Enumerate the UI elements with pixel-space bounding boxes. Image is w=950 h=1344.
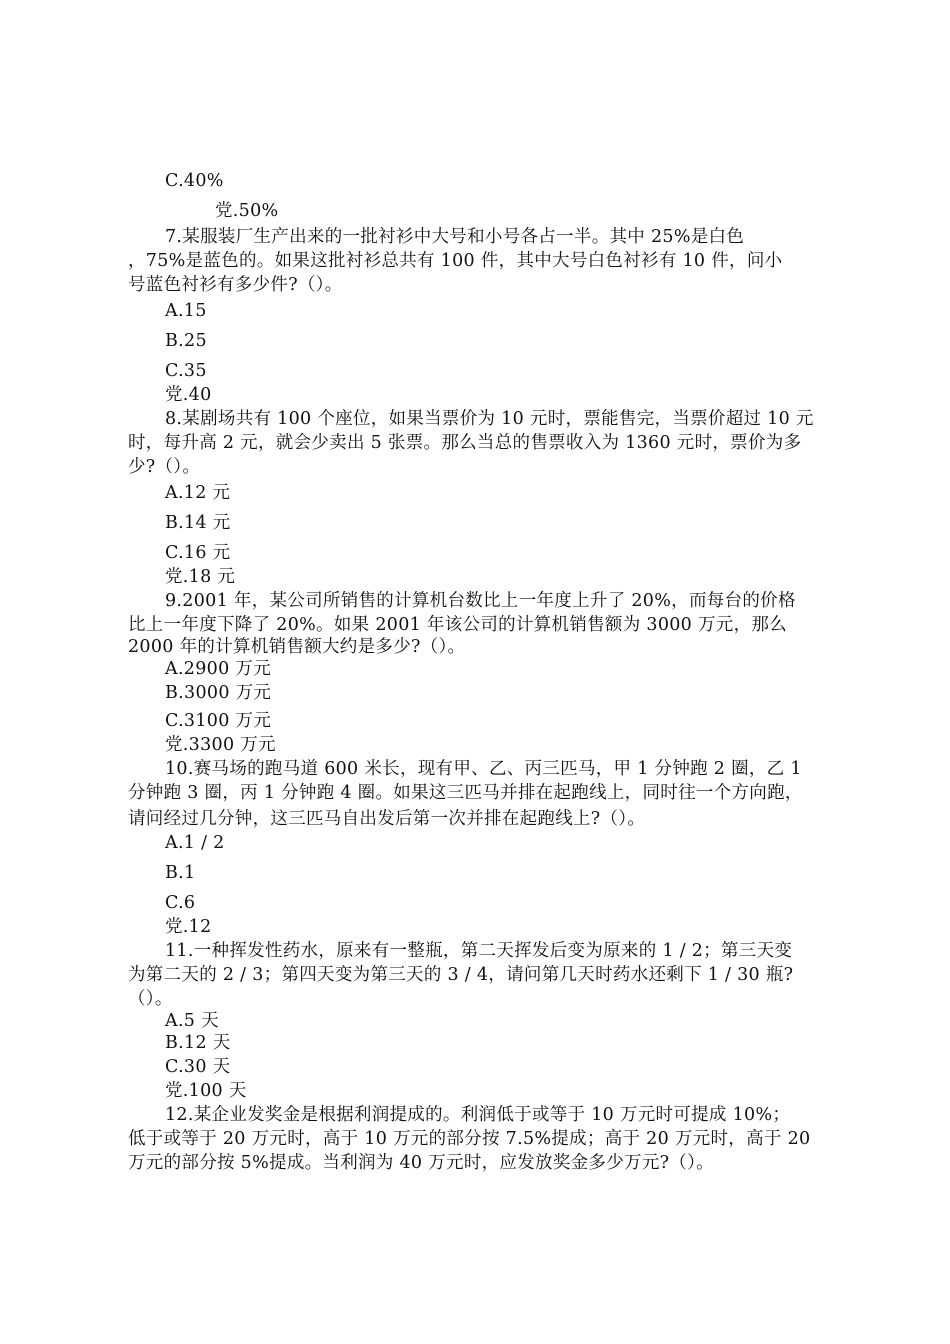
question-8-line-3: 少?（）。 bbox=[128, 457, 201, 477]
question-7-line-2: ，75%是蓝色的。如果这批衬衫总共有 100 件，其中大号白色衬衫有 10 件，问小 bbox=[128, 251, 783, 271]
question-7-line-3: 号蓝色衬衫有多少件?（）。 bbox=[128, 275, 343, 295]
question-11-line-1: 11.一种挥发性药水，原来有一整瓶，第二天挥发后变为原来的 1 / 2；第三天变 bbox=[165, 941, 793, 961]
option-b: B.1 bbox=[165, 863, 196, 883]
question-10-line-1: 10.赛马场的跑马道 600 米长，现有甲、乙、丙三匹马，甲 1 分钟跑 2 圈，乙 1 bbox=[165, 759, 802, 779]
option-d: 党.100 天 bbox=[165, 1081, 247, 1101]
question-10-line-3: 请问经过几分钟，这三匹马自出发后第一次并排在起跑线上?（）。 bbox=[128, 809, 646, 829]
option-d: 党.3300 万元 bbox=[165, 735, 276, 755]
option-a: A.1 / 2 bbox=[165, 833, 225, 853]
question-11-line-3: （）。 bbox=[128, 989, 173, 1009]
option-b: B.14 元 bbox=[165, 513, 231, 533]
question-9-line-2: 比上一年度下降了 20%。如果 2001 年该公司的计算机销售额为 3000 万元，那么 bbox=[128, 615, 787, 635]
option-d: 党.40 bbox=[165, 385, 212, 405]
option-a: A.15 bbox=[165, 301, 207, 321]
question-9-line-1: 9.2001 年，某公司所销售的计算机台数比上一年度上升了 20%，而每台的价格 bbox=[165, 591, 796, 611]
question-12-line-1: 12.某企业发奖金是根据利润提成的。利润低于或等于 10 万元时可提成 10%； bbox=[165, 1105, 791, 1125]
question-9-line-3: 2000 年的计算机销售额大约是多少?（）。 bbox=[128, 637, 466, 657]
option-c: C.35 bbox=[165, 361, 207, 381]
question-11-line-2: 为第二天的 2 / 3；第四天变为第三天的 3 / 4，请问第几天时药水还剩下 1 / 30 瓶? bbox=[128, 965, 794, 985]
question-10-line-2: 分钟跑 3 圈，丙 1 分钟跑 4 圈。如果这三匹马并排在起跑线上，同时往一个方向跑， bbox=[128, 783, 803, 803]
question-8-line-2: 时，每升高 2 元，就会少卖出 5 张票。那么当总的售票收入为 1360 元时，票价为多 bbox=[128, 433, 802, 453]
option-c: C.30 天 bbox=[165, 1057, 231, 1077]
option-c: C.40% bbox=[165, 171, 224, 191]
question-12-line-3: 万元的部分按 5%提成。当利润为 40 万元时，应发放奖金多少万元?（）。 bbox=[128, 1153, 714, 1173]
question-7-line-1: 7.某服装厂生产出来的一批衬衫中大号和小号各占一半。其中 25%是白色 bbox=[165, 227, 745, 247]
option-b: B.25 bbox=[165, 331, 207, 351]
option-c: C.16 元 bbox=[165, 543, 231, 563]
option-b: B.3000 万元 bbox=[165, 683, 272, 703]
option-d: 党.18 元 bbox=[165, 567, 236, 587]
question-8-line-1: 8.某剧场共有 100 个座位，如果当票价为 10 元时，票能售完，当票价超过 10 元 bbox=[165, 409, 814, 429]
option-a: A.12 元 bbox=[165, 483, 231, 503]
option-c: C.3100 万元 bbox=[165, 711, 272, 731]
option-c: C.6 bbox=[165, 893, 196, 913]
option-a: A.5 天 bbox=[165, 1011, 219, 1031]
option-d: 党.50% bbox=[215, 201, 279, 221]
question-12-line-2: 低于或等于 20 万元时，高于 10 万元的部分按 7.5%提成；高于 20 万元时，高于 20 bbox=[128, 1129, 811, 1149]
option-a: A.2900 万元 bbox=[165, 659, 271, 679]
option-d: 党.12 bbox=[165, 917, 212, 937]
option-b: B.12 天 bbox=[165, 1033, 231, 1053]
